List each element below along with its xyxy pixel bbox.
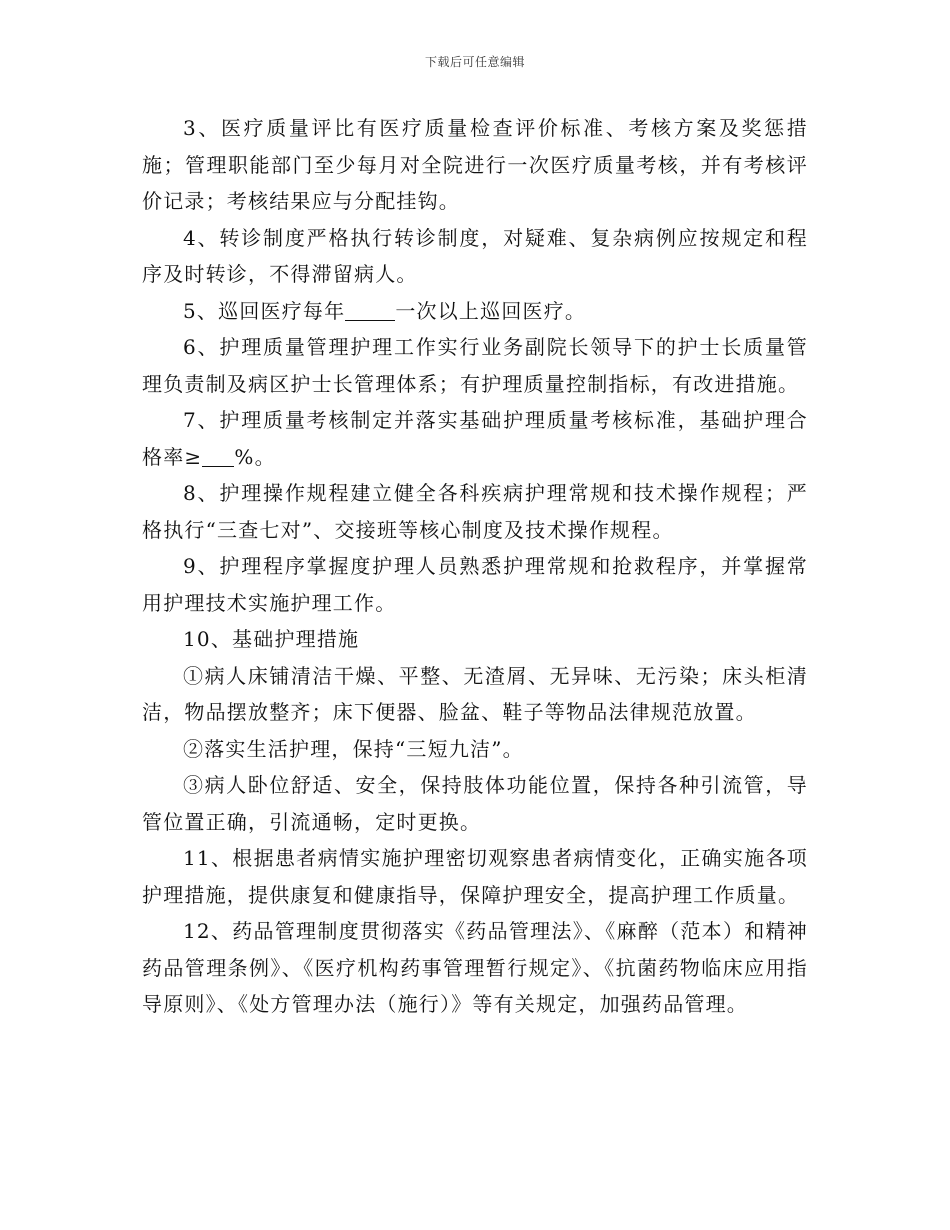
paragraph-7-before: 7、护理质量考核制定并落实基础护理质量考核标准，基础护理合格率≥ (142, 408, 808, 469)
paragraph-9: 9、护理程序掌握度护理人员熟悉护理常规和抢救程序，并掌握常用护理技术实施护理工作。 (142, 554, 808, 615)
document-body (142, 110, 808, 1023)
paragraph-10: 10、基础护理措施 (183, 627, 360, 651)
fill-in-blank (202, 446, 234, 467)
paragraph-6: 6、护理质量管理护理工作实行业务副院长领导下的护士长质量管理负责制及病区护士长管理体系；有护理质量控制指标，有改进措施。 (142, 335, 808, 396)
list-item-1: ①病人床铺清洁干燥、平整、无渣屑、无异味、无污染；床头柜清洁，物品摆放整齐；床下便器、脸盆、鞋子等物品法律规范放置。 (142, 663, 808, 724)
paragraph-3: 3、医疗质量评比有医疗质量检查评价标准、考核方案及奖惩措施；管理职能部门至少每月对全院进行一次医疗质量考核，并有考核评价记录；考核结果应与分配挂钩。 (142, 116, 808, 213)
paragraph-5 (142, 293, 808, 330)
paragraph-4: 4、转诊制度严格执行转诊制度，对疑难、复杂病例应按规定和程序及时转诊，不得滞留病人。 (142, 225, 808, 286)
paragraph-12: 12、药品管理制度贯彻落实《药品管理法》、《麻醉（范本）和精神药品管理条例》、《医疗机构药事管理暂行规定》、《抗菌药物临床应用指导原则》、《处方管理办法（施行）》等有关规定，加强药品管理。 (142, 919, 808, 1016)
list-item-3: ③病人卧位舒适、安全，保持肢体功能位置，保持各种引流管，导管位置正确，引流通畅，定时更换。 (142, 773, 808, 834)
paragraph-7 (142, 402, 808, 475)
paragraph-7-after: %。 (234, 444, 276, 469)
list-item-2: ②落实生活护理，保持“三短九洁”。 (183, 736, 524, 761)
paragraph-8: 8、护理操作规程建立健全各科疾病护理常规和技术操作规程；严格执行“三查七对”、交接班等核心制度及技术操作规程。 (142, 481, 808, 542)
fill-in-blank (345, 300, 395, 321)
paragraph-5-after: 一次以上巡回医疗。 (395, 298, 587, 323)
paragraph-11: 11、根据患者病情实施护理密切观察患者病情变化，正确实施各项护理措施，提供康复和健康指导，保障护理安全，提高护理工作质量。 (142, 846, 808, 907)
page-header: 下载后可任意编辑 (424, 55, 525, 69)
paragraph-5-before: 5、巡回医疗每年 (183, 298, 346, 323)
